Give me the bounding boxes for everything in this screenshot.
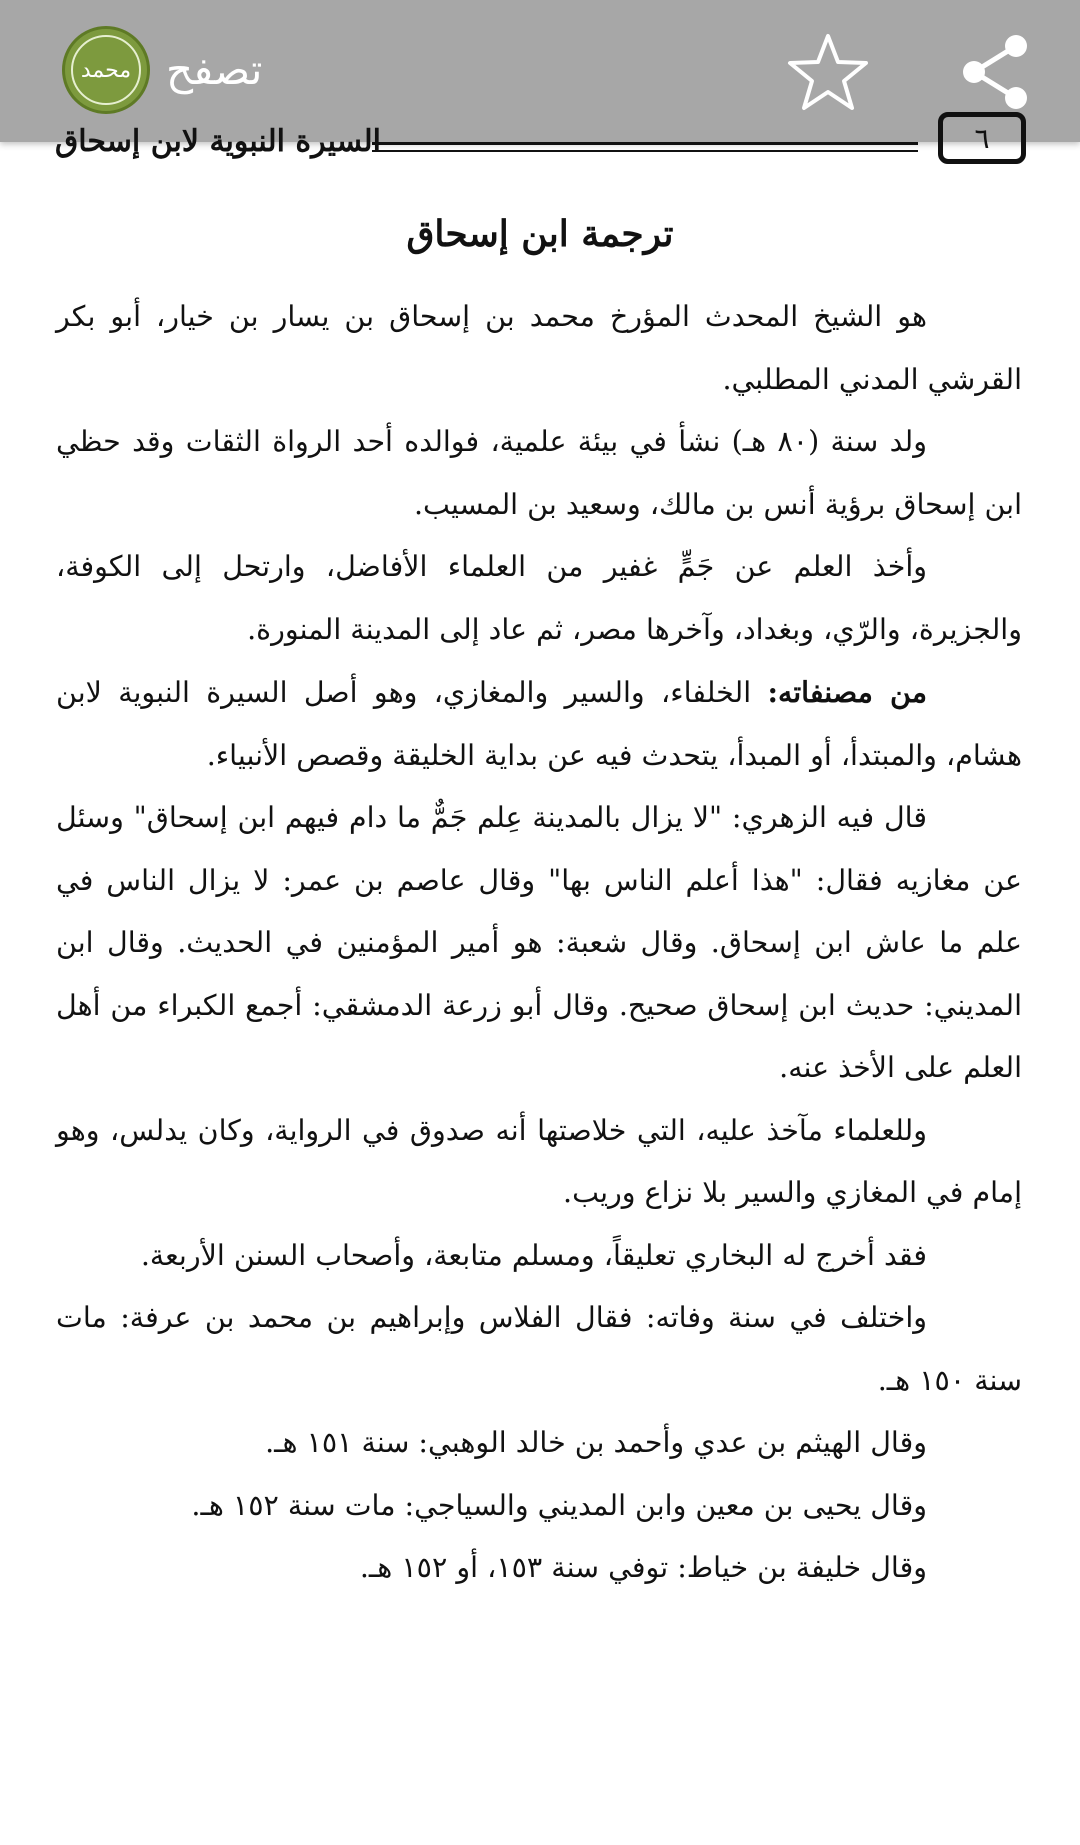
paragraph (56, 411, 1022, 536)
paragraph-text: الخلفاء، والسير والمغازي، وهو أصل السيرة النبوية لابن هشام، والمبتدأ، أو المبدأ، يتحدث فيه عن بداية الخليقة وقصص الأنبياء. (56, 676, 1022, 772)
paragraph-text: وقال خليفة بن خياط: توفي سنة ١٥٣، أو ١٥٢ هـ. (359, 1551, 927, 1584)
page-content (56, 286, 1022, 1600)
paragraph (56, 661, 1022, 787)
paragraph (56, 536, 1022, 661)
running-title: السيرة النبوية لابن إسحاق (55, 124, 381, 159)
paragraph (56, 286, 1022, 411)
paragraph (56, 1287, 1022, 1412)
paragraph (56, 1475, 1022, 1538)
paragraph-text: وقال يحيى بن معين وابن المديني والسياجي: مات سنة ١٥٢ هـ. (191, 1488, 927, 1522)
logo-text: محمد (71, 35, 141, 105)
paragraph-lead: من مصنفاته: (767, 675, 928, 709)
paragraph (56, 1100, 1022, 1225)
paragraph-text: ولد سنة (٨٠ هـ) نشأ في بيئة علمية، فوالده أحد الرواة الثقات وقد حظي ابن إسحاق برؤية أنس بن مالك، وسعيد بن المسيب. (56, 425, 1022, 521)
paragraph-text: وقال الهيثم بن عدي وأحمد بن خالد الوهبي: سنة ١٥١ هـ. (265, 1426, 927, 1459)
paragraph-text: فقد أخرج له البخاري تعليقاً، ومسلم متابعة، وأصحاب السنن الأربعة. (140, 1238, 927, 1272)
paragraph-text: وأخذ العلم عن جَمٍّ غفير من العلماء الأفاضل، وارتحل إلى الكوفة، والجزيرة، والرّي، وبغداد، وآخرها مصر، ثم عاد إلى المدينة المنورة. (56, 550, 1022, 646)
paragraph-text: قال فيه الزهري: "لا يزال بالمدينة عِلم جَمٌّ ما دام فيهم ابن إسحاق" وسئل عن مغازيه فقال: "هذا أعلم الناس بها" وقال عاصم بن عمر: لا يزال الناس في علم ما عاش ابن إسحاق. وقال شعبة: هو أمير المؤمنين في الحديث. وقال ابن المديني: حديث ابن إسحاق صحيح. وقال أبو زرعة الدمشقي: أجمع الكبراء من أهل العلم على الأخذ عنه. (56, 801, 1022, 1084)
share-icon[interactable] (960, 34, 1030, 110)
page-number: ٦ (938, 112, 1026, 164)
header-rule (372, 142, 918, 152)
page-heading: ترجمة ابن إسحاق (406, 213, 674, 255)
paragraph-text: هو الشيخ المحدث المؤرخ محمد بن إسحاق بن يسار بن خيار، أبو بكر القرشي المدني المطلبي. (56, 300, 1022, 396)
paragraph-text: وللعلماء مآخذ عليه، التي خلاصتها أنه صدوق في الرواية، وكان يدلس، وهو إمام في المغازي والسير بلا نزاع وريب. (56, 1113, 1022, 1209)
paragraph (56, 787, 1022, 1100)
app-title: تصفح (166, 45, 263, 94)
paragraph-text: واختلف في سنة وفاته: فقال الفلاس وإبراهيم بن محمد بن عرفة: مات سنة ١٥٠ هـ. (56, 1301, 1022, 1397)
star-icon[interactable] (786, 30, 870, 114)
paragraph (56, 1537, 1022, 1600)
app-logo-icon[interactable] (62, 26, 150, 114)
paragraph (56, 1412, 1022, 1475)
paragraph (56, 1225, 1022, 1288)
